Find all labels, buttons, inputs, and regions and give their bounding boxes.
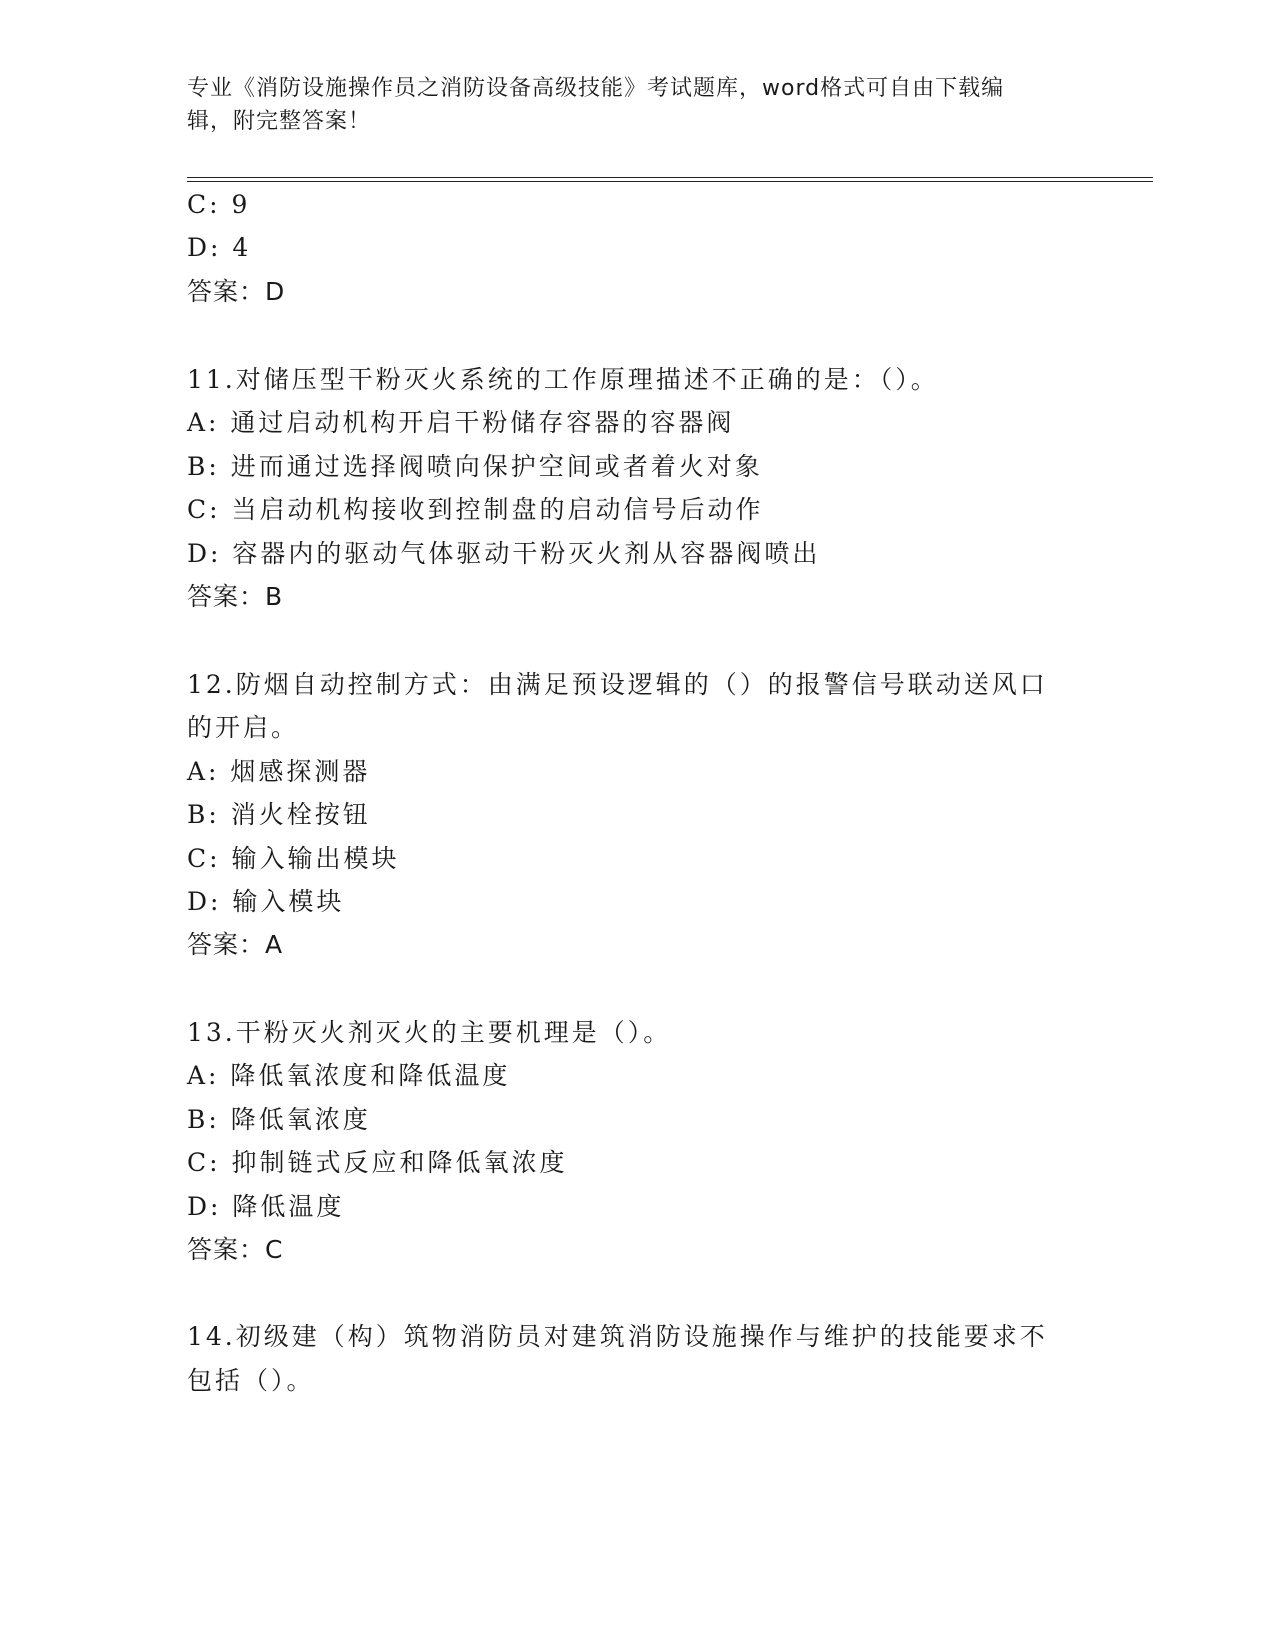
q10-option-d: D: 4	[187, 233, 252, 262]
q13-option-c: C: 抑制链式反应和降低氧浓度	[187, 1148, 568, 1177]
q10-option-c: C: 9	[187, 190, 251, 219]
q13-option-d: D: 降低温度	[187, 1192, 345, 1221]
q12-answer: 答案：A	[187, 930, 284, 959]
q11-option-d: D: 容器内的驱动气体驱动干粉灭火剂从容器阀喷出	[187, 539, 821, 568]
header-line-1: 专业《消防设施操作员之消防设备高级技能》考试题库，word格式可自由下载编	[187, 76, 1005, 101]
q12-option-c: C: 输入输出模块	[187, 844, 400, 873]
header-line-2: 辑，附完整答案！	[187, 109, 372, 134]
q12-option-b: B: 消火栓按钮	[187, 800, 371, 829]
q12-stem-line-2: 的开启。	[187, 713, 300, 742]
document-header	[187, 72, 1067, 138]
q13-option-a: A: 降低氧浓度和降低温度	[187, 1061, 511, 1090]
q11-answer: 答案：B	[187, 582, 284, 611]
q13-stem: 13.干粉灭火剂灭火的主要机理是（）。	[187, 1018, 672, 1047]
q11-option-b: B: 进而通过选择阀喷向保护空间或者着火对象	[187, 452, 763, 481]
q14-stem-line-1: 14.初级建（构）筑物消防员对建筑消防设施操作与维护的技能要求不	[187, 1322, 1048, 1351]
q12-option-d: D: 输入模块	[187, 887, 345, 916]
header-divider-bottom	[187, 181, 1153, 182]
header-divider-top	[187, 177, 1153, 178]
q14-stem-line-2: 包括（）。	[187, 1366, 315, 1395]
q12-stem-line-1: 12.防烟自动控制方式：由满足预设逻辑的（）的报警信号联动送风口	[187, 670, 1048, 699]
q12-option-a: A: 烟感探测器	[187, 757, 371, 786]
q10-answer: 答案：D	[187, 277, 286, 306]
q13-option-b: B: 降低氧浓度	[187, 1105, 371, 1134]
q11-option-c: C: 当启动机构接收到控制盘的启动信号后动作	[187, 495, 764, 524]
q11-option-a: A: 通过启动机构开启干粉储存容器的容器阀	[187, 408, 735, 437]
q13-answer: 答案：C	[187, 1235, 284, 1264]
q11-stem: 11.对储压型干粉灭火系统的工作原理描述不正确的是：（）。	[187, 365, 939, 394]
